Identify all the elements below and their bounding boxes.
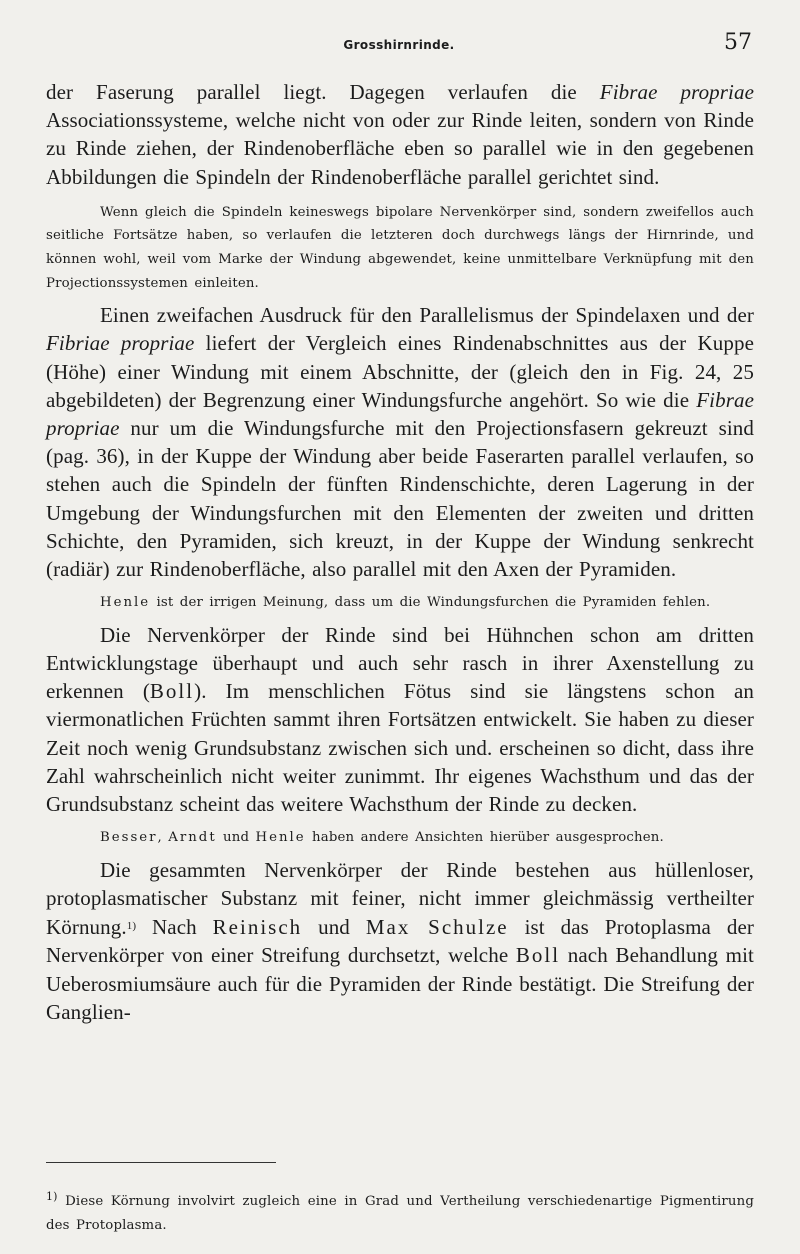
latin-term: Fibrae propriae (599, 80, 754, 104)
paragraph-3-text-a: Die Nervenkörper der Rinde sind bei Hühnchen schon am dritten Entwicklungstage überhaupt und auch sehr rasch in ihrer Axenstellung zu erkennen ( (46, 622, 754, 704)
separator: , (157, 830, 169, 846)
author-name: Henle (100, 595, 151, 611)
small-note-2-text: ist der irrigen Meinung, dass um die Windungsfurchen die Pyramiden fehlen. (150, 595, 711, 611)
paragraph-2-text-c: nur um die Windungsfurche mit den Projectionsfasern gekreuzt sind (pag. 36), in der Kuppe der Windung aber beide Faserarten parallel verlaufen, so stehen auch die Spindeln der fünften Rindenschichte, deren Lagerung in der Umgebung der Windungsfurchen mit den Elementen der zweiten und dritten Schichte, den Pyramiden, sich kreuzt, in der Kuppe der Windung senkrecht (radiär) zur Rindenoberfläche, also parallel mit den Axen der Pyramiden. (46, 416, 754, 582)
paragraph-4 (46, 856, 754, 1026)
footnote-mark: 1) (46, 1190, 58, 1204)
paragraph-2-text-a: Einen zweifachen Ausdruck für den Parallelismus der Spindelaxen und der (100, 303, 754, 328)
author-name: Max Schulze (365, 915, 509, 940)
author-name: Boll (149, 679, 195, 704)
small-note-2 (46, 591, 754, 615)
paragraph-1 (46, 78, 754, 191)
paragraph-1-text-a: der Faserung parallel liegt. Dagegen verlaufen die (46, 80, 600, 104)
author-name: Besser (100, 830, 158, 846)
paragraph-4-text-d: ist das Protoplasma der Nervenkörper von einer Streifung durchsetzt, welche (46, 915, 754, 968)
latin-term: Fibrae propriae (46, 387, 754, 440)
running-title: Grosshirnrinde. (343, 38, 455, 52)
author-name: Boll (515, 943, 561, 968)
paragraph-4-text-a: Die gesammten Nervenkörper der Rinde bestehen aus hüllenloser, protoplasmatischer Substanz mit feiner, nicht immer gleichmässig vertheilter Körnung. (46, 857, 754, 940)
page-header (46, 30, 752, 60)
paragraph-1-text-b: Associationssysteme, welche nicht von oder zur Rinde leiten, sondern von Rinde zu Rinde ziehen, der Rindenoberfläche eben so parallel wie in den gegebenen Abbildungen die Spindeln der Rindenoberfläche parallel gerichtet sind. (46, 108, 754, 189)
paragraph-2-text-b: liefert der Vergleich eines Rindenabschnittes aus der Kuppe (Höhe) einer Windung mit einem Abschnitte, der (gleich den in Fig. 24, 25 abgebildeten) der Begrenzung einer Windungsfurche angehört. So wie die (46, 331, 754, 412)
separator: und (216, 830, 256, 846)
small-note-3-text: haben andere Ansichten hierüber ausgesprochen. (305, 830, 664, 846)
body-text (46, 78, 754, 1026)
small-note-3 (46, 826, 754, 850)
paragraph-4-text-c: und (302, 915, 366, 940)
author-name: Henle (255, 830, 306, 846)
author-name: Arndt (168, 830, 217, 846)
footnote-text: Diese Körnung involvirt zugleich eine in Grad und Vertheilung verschiedenartige Pigmentirung des Protoplasma. (46, 1194, 754, 1234)
latin-term: Fibriae propriae (46, 331, 195, 356)
paragraph-4-text-b: Nach (136, 915, 213, 940)
paragraph-2 (46, 301, 754, 583)
paragraph-3 (46, 621, 754, 818)
author-name: Reinisch (212, 915, 303, 940)
paragraph-4-text-e: nach Behandlung mit Ueberosmiumsäure auch für die Pyramiden der Rinde bestätigt. Die Streifung der Ganglien- (46, 943, 754, 1024)
footnote-reference[interactable]: 1) (126, 920, 137, 933)
footnote-divider (46, 1162, 276, 1163)
footnote (46, 1185, 754, 1238)
page-number: 57 (724, 30, 752, 55)
small-note-1: Wenn gleich die Spindeln keineswegs bipolare Nervenkörper sind, sondern zweifellos auch seitliche Fortsätze haben, so verlaufen die letzteren doch durchwegs längs der Hirnrinde, und können wohl, weil vom Marke der Windung abgewendet, keine unmittelbare Verknüpfung mit den Projectionssystemen einleiten. (46, 204, 754, 291)
paragraph-3-text-b: ). Im menschlichen Fötus sind sie längstens schon an viermonatlichen Früchten sammt ihren Fortsätzen entwickelt. Sie haben zu dieser Zeit noch wenig Grundsubstanz zwischen sich und. erscheinen so dicht, dass ihre Zahl wahrscheinlich nicht weiter zunimmt. Ihr eigenes Wachsthum und das der Grundsubstanz scheint das weitere Wachsthum der Rinde zu decken. (46, 679, 754, 817)
